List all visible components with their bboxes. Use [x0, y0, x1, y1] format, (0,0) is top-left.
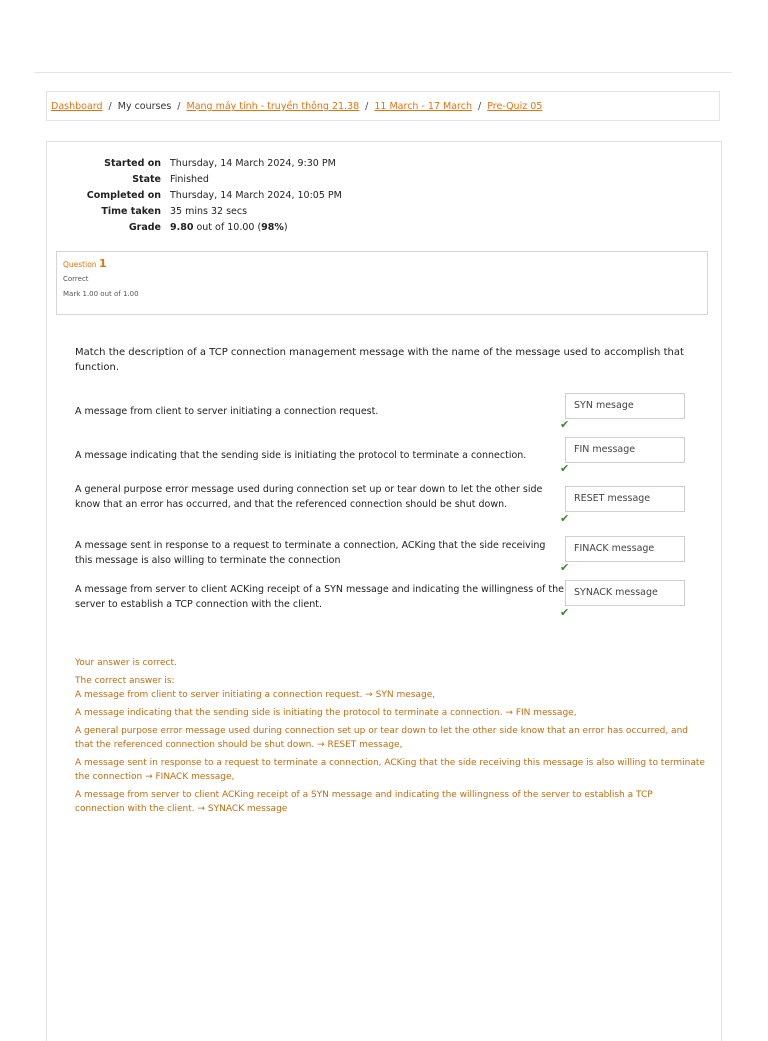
- question-number: Question 1: [63, 257, 107, 270]
- grade-percent: 98%: [261, 222, 284, 233]
- feedback-line: A general purpose error message used during connection set up or tear down to let the other side know that an error has occurred, and that the referenced connection should be shut down. → RESET message,: [75, 726, 688, 750]
- quiz-review-panel: Started on Thursday, 14 March 2024, 9:30 PM State Finished Completed on Thursday, 14 March 2024, 10:05 PM Time taken 35 mins 32 secs Grade 9.80 out of 10.00 (98%) Question 1 Correct Mark 1.00 out of 1.00 Match the description of a TCP connection management message with the name of the message used to accomplish that function. A message from client to server initiating a connection request. SYN mesage ✔ A message indicating that the sending side is initiating the protocol to terminate a connection. FIN message ✔ A general purpose error message used during connection set up or tear down to let the other side know that an error has occurred, and that the referenced connection should be shut down. RESET message ✔ A message sent in response to a request to terminate a connection, ACKing that the side receiving this message is also willing to terminate the connection FINACK message ✔ A message from server to client ACKing receipt of a SYN message and indicating the willingness of the server to establish a TCP connection with the client. SYNACK message ✔ Your answer is correct. The correct answer is: A message from client to server initiating a connection request. → SYN mesage, A message indicating that the sending side is initiating the protocol to terminate a connection. → FIN message, A general purpose error message used during connection set up or tear down to let the other side know that an error has occurred, and that the referenced connection should be shut down. → RESET message, A message sent in response to a request to terminate a connection, ACKing that the side receiving this message is also willing to terminate the connection → FINACK message, A message from server to client ACKing receipt of a SYN message and indicating the willingness of the server to establish a TCP connection with the client. → SYNACK message: [46, 141, 722, 1041]
- check-icon: ✔: [560, 462, 570, 475]
- question-mark: Mark 1.00 out of 1.00: [63, 290, 139, 298]
- question-text: Match the description of a TCP connection management message with the name of the message used to accomplish that function.: [75, 347, 684, 373]
- match-stem-2: A message indicating that the sending side is initiating the protocol to terminate a connection.: [75, 450, 527, 461]
- breadcrumb-separator: /: [365, 101, 369, 112]
- match-answer-1[interactable]: SYN mesage: [565, 393, 685, 419]
- grade-score: 9.80: [170, 222, 194, 233]
- check-icon: ✔: [560, 561, 570, 574]
- breadcrumb-quiz[interactable]: Pre-Quiz 05: [487, 101, 543, 112]
- feedback-line: A message sent in response to a request to terminate a connection, ACKing that the side receiving this message is also willing to terminate the connection → FINACK message,: [75, 758, 705, 782]
- check-icon: ✔: [560, 512, 570, 525]
- match-stem-3: A general purpose error message used during connection set up or tear down to let the other side know that an error has occurred, and that the referenced connection should be shut down.: [75, 484, 543, 510]
- match-stem-1: A message from client to server initiating a connection request.: [75, 406, 379, 417]
- feedback: [75, 656, 705, 820]
- check-icon: ✔: [560, 418, 570, 431]
- top-divider: [34, 72, 732, 73]
- feedback-line: A message indicating that the sending side is initiating the protocol to terminate a connection. → FIN message,: [75, 708, 577, 718]
- breadcrumb-separator: /: [177, 101, 181, 112]
- match-answer-5[interactable]: SYNACK message: [565, 580, 685, 606]
- breadcrumb-separator: /: [108, 101, 112, 112]
- breadcrumb-course[interactable]: Mạng máy tính - truyền thông 21.38: [186, 101, 360, 112]
- match-answer-2[interactable]: FIN message: [565, 437, 685, 463]
- breadcrumb-week[interactable]: 11 March - 17 March: [374, 101, 472, 112]
- breadcrumb: [46, 91, 720, 121]
- breadcrumb-dashboard[interactable]: Dashboard: [51, 101, 103, 112]
- feedback-result: Your answer is correct.: [75, 658, 177, 668]
- check-icon: ✔: [560, 606, 570, 619]
- breadcrumb-separator: /: [477, 101, 482, 112]
- match-answer-4[interactable]: FINACK message: [565, 536, 685, 562]
- match-stem-5: A message from server to client ACKing receipt of a SYN message and indicating the willingness of the server to establish a TCP connection with the client.: [75, 584, 564, 610]
- breadcrumb-my-courses: My courses: [117, 101, 172, 112]
- feedback-line: A message from server to client ACKing receipt of a SYN message and indicating the willingness of the server to establish a TCP connection with the client. → SYNACK message: [75, 790, 653, 814]
- feedback-intro: The correct answer is:: [75, 676, 175, 686]
- feedback-line: A message from client to server initiating a connection request. → SYN mesage,: [75, 690, 436, 700]
- question-info-box: [56, 251, 708, 315]
- match-stem-4: A message sent in response to a request to terminate a connection, ACKing that the side receiving this message is also willing to terminate the connection: [75, 540, 546, 566]
- question-state: Correct: [63, 275, 89, 283]
- match-answer-3[interactable]: RESET message: [565, 486, 685, 512]
